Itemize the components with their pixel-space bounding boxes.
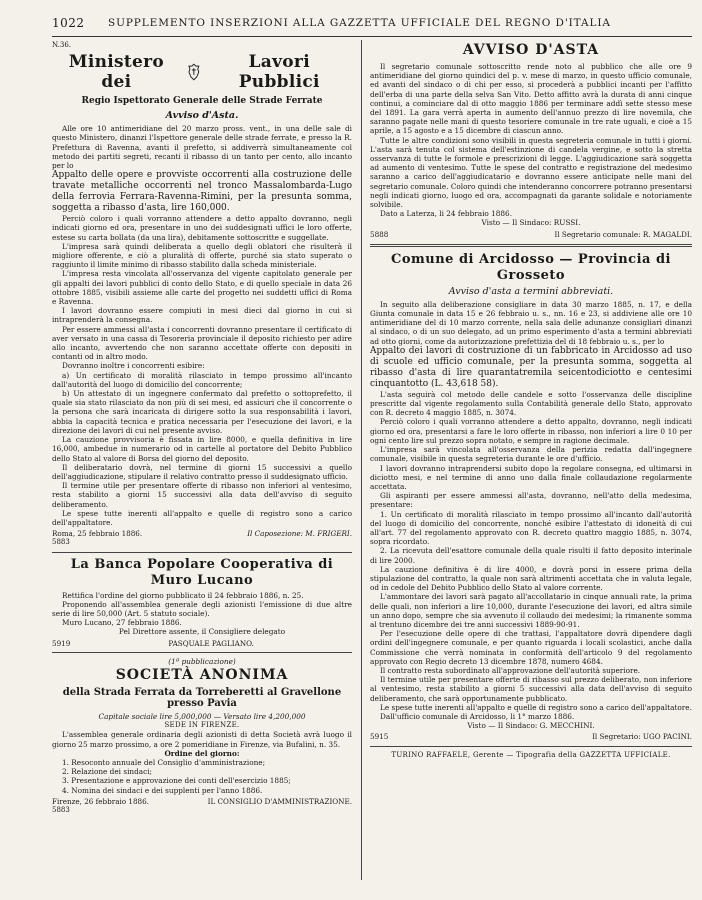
paragraph: Gli aspiranti per essere ammessi all'asta, dovranno, nell'atto della medesima, presentare: xyxy=(370,491,692,510)
newspaper-page xyxy=(52,14,692,880)
signature: Il Segretario comunale: R. MAGALDI. xyxy=(554,229,692,239)
ministry-heading-right: Lavori Pubblici xyxy=(238,52,320,93)
ministero-notice xyxy=(52,41,352,548)
arcidosso-title: Comune di Arcidosso — Provincia di Grosseto xyxy=(390,251,671,283)
paragraph: La cauzione provvisoria è fissata in lire 8000, e quella definitiva in lire 16,000, ambedue in numerario od in cartelle al portatore del Debito Pubblico dello Stato al valore di Borsa del giorno del deposito. xyxy=(52,435,352,463)
paragraph: L'impresa sarà quindi deliberata a quello degli oblatori che risulterà il migliore offerente, e ciò a pluralità di offerte, purché sia stato superato o raggiunto il limite minimo di ribasso stabilito dalla scheda ministeriale. xyxy=(52,241,352,270)
reference-number: 5915 xyxy=(370,732,389,742)
agenda-item: 2. Relazione dei sindaci; xyxy=(62,767,153,777)
arcidosso-subtitle: Avviso d'asta a termini abbreviati. xyxy=(448,285,614,297)
paragraph: Tutte le altre condizioni sono visibili in questa segreteria comunale in tutti i giorni. L'asta sarà tenuta col sistema dell'estinzione di candela vergine, e sotto la stretta osservanza di tutte le formole e prescrizioni di legge. L'aggiudicazione sarà soggetta ad aumento di ventesimo. Tutte le spese del contratto e registrazione del medesimo saranno a carico dell'aggiudicatario e dovranno essere anticipate nelle mani del segretario comunale. Coloro quindi che intenderanno concorrere potranno presentarsi negli indicati giorno, luogo ed ora, accompagnati da garante solidale e notoriamente solvibile. xyxy=(370,135,692,210)
paragraph: Le spese tutte inerenti all'appalto e quelle di registro sono a carico dell'appaltatore. xyxy=(52,508,352,527)
notice-date: Muro Lucano, 27 febbraio 1886. xyxy=(62,618,182,628)
paragraph: Il contratto resta subordinato all'approvazione dell'autorità superiore. xyxy=(380,665,641,675)
paragraph: I lavori dovranno essere compiuti in mesi dieci dal giorno in cui si intraprenderà la consegna. xyxy=(52,306,352,325)
ministry-subtitle: Regio Ispettorato Generale delle Strade Ferrate xyxy=(81,96,323,107)
paragraph: Proponendo all'assemblea generale degli azionisti l'emissione di due altre serie di lire 50,000 (Art. 5 statuto sociale). xyxy=(52,599,352,618)
signature-line xyxy=(52,639,352,648)
page-header xyxy=(52,14,692,36)
publication-label: (1ª pubblicazione) xyxy=(168,656,236,666)
visto-line: Visto — Il Sindaco: G. MECCHINI. xyxy=(467,721,595,731)
arcidosso-notice xyxy=(370,252,692,742)
reference-number: 5883 xyxy=(52,805,70,814)
signature: IL CONSIGLIO D'AMMINISTRAZIONE. xyxy=(207,796,352,806)
reference-number: 5883 xyxy=(52,538,70,547)
ministry-heading-left: Ministero dei xyxy=(68,52,165,93)
appalto-object: Appalto delle opere e provviste occorrenti alla costruzione delle travate metalliche occorrenti nel tronco Massalombarda-Lugo della ferrovia Ferrara-Ravenna-Rimini, per la presunta somma, soggetta a ribasso d'asta, lire 160,000. xyxy=(52,170,352,214)
agenda-title: Ordine del giorno: xyxy=(164,748,240,758)
notice-date: Firenze, 26 febbraio 1886. xyxy=(52,796,149,806)
signature-line xyxy=(52,529,352,538)
signature-title: Pel Direttore assente, il Consigliere delegato xyxy=(118,627,286,637)
printer-line: TURINO RAFFAELE, Gerente — Tipografia della GAZZETTA UFFICIALE. xyxy=(391,750,671,759)
signature: Il Segretario: UGO PACINI. xyxy=(592,732,692,742)
list-item: 1. Un certificato di moralità rilasciato in tempo prossimo all'incanto dall'autorità del luogo di domicilio del concorrente, nonché esibire l'attestato di idoneità di cui all'art. 77 del regolamento approvato con R. decreto quattro maggio 1885, n. 3074, sopra ricordato. xyxy=(370,509,692,547)
paragraph: In seguito alla deliberazione consigliare in data 30 marzo 1885, n. 17, e della Giunta comunale in data 15 e 26 febbraio u. s., nn. 16 e 23, si addiviene alle ore 10 antimeridiane del di 10 marzo corrente, nella sala delle adunanze consigliari dinanzi al sindaco, o di un suo delegato, ad un primo esperimento d'asta a termini abbreviati ad otto giorni, come da autorizzazione prefettizia del di 18 febbraio u. s., per lo xyxy=(370,299,692,346)
notice-title: Avviso d'Asta. xyxy=(165,110,239,122)
column-divider xyxy=(361,40,362,880)
appalto-object: Appalto dei lavori di costruzione di un fabbricato in Arcidosso ad uso di scuole ed ufficio comunale, per la presunta somma, soggetta al ribasso d'asta di lire quarantatremila seicentodiciotto e centesimi cinquantotto (L. 43,618 58). xyxy=(370,345,692,389)
paragraph: Il termine utile per presentare offerte di ribasso sul prezzo deliberato, non inferiore al ventesimo, resta stabilito a giorni 5 successivi alla data dell'avviso di seguito deliberamento, che sarà opportunamente pubblicato. xyxy=(370,675,692,703)
paragraph: Per essere ammessi all'asta i concorrenti dovranno presentare il certificato di aver versato in una cassa di Tesoreria provinciale il deposito richiesto per adire allo incanto, avvertendo che non saranno accettate offerte con depositi in contanti od in altro modo. xyxy=(52,324,352,362)
left-column xyxy=(52,41,352,815)
seat-line: SEDE IN FIRENZE. xyxy=(164,721,240,730)
notice-date: Dato a Laterza, li 24 febbraio 1886. xyxy=(380,209,513,219)
right-column xyxy=(370,41,692,760)
paragraph: Alle ore 10 antimeridiane del 20 marzo pross. vent., in una delle sale di questo Ministero, dinanzi l'Ispettore generale delle strade ferrate, e presso la R. Prefettura di Ravenna, avanti il prefetto, si addiverrà simultaneamente col metodo dei partiti segreti, recanti il ribasso di un tanto per cento, allo incanto per lo xyxy=(52,124,352,171)
section-rule xyxy=(52,552,352,553)
agenda-item: 4. Nomina dei sindaci e dei supplenti per l'anno 1886. xyxy=(62,785,263,795)
running-title: SUPPLEMENTO INSERZIONI ALLA GAZZETTA UFFICIALE DEL REGNO D'ITALIA xyxy=(108,17,611,29)
capital-line: Capitale sociale lire 5,000,000 — Versato lire 4,200,000 xyxy=(98,711,306,721)
avviso-notice xyxy=(370,42,692,239)
section-rule xyxy=(370,244,692,247)
visto-line: Visto — Il Sindaco: RUSSI. xyxy=(481,218,581,228)
societa-title: SOCIETÀ ANONIMA xyxy=(115,666,289,683)
list-item: 2. La ricevuta dell'esattore comunale della quale risulti il fatto deposito interinale di lire 2000. xyxy=(370,546,692,565)
paragraph: Il termine utile per presentare offerte di ribasso non inferiori al ventesimo, resta stabilito a giorni 15 successivi alla data dell'avviso di seguito deliberamento. xyxy=(52,481,352,509)
banca-title: La Banca Popolare Cooperativa di Muro Lucano xyxy=(70,556,334,588)
paragraph: Perciò coloro i quali vorranno attendere a detto appalto dovranno, negli indicati giorno ed ora, presentare in uno dei suddesignati uffici le loro offerte, estese su carta bollata (da una lira), debitamente sottoscritte e suggellate. xyxy=(52,214,352,242)
paragraph: Rettifica l'ordine del giorno pubblicato il 24 febbraio 1886, n. 25. xyxy=(62,590,304,600)
signature-line xyxy=(370,230,692,239)
paragraph: Perciò coloro i quali vorranno attendere a detto appalto, dovranno, negli indicati giorno ed ora, presentarsi a fare le loro offerte in ribasso, non inferiori a lire 0 10 per ogni cento lire sul prezzo sopra notato, e sempre in ragione decimale. xyxy=(370,417,692,445)
paragraph: Per l'esecuzione delle opere di che trattasi, l'appaltatore dovrà dipendere dagli ordini dell'ingegnere comunale, e per quanto riguarda i locali scolastici, anche dalla Commissione che verrà nominata in conformità dell'articolo 9 del regolamento approvato con Regio decreto 13 dicembre 1878, numero 4684. xyxy=(370,629,692,666)
paragraph: L'impresa sarà vincolata all'osservanza della perizia redatta dall'ingegnere comunale, visibile in questa segreteria durante le ore d'ufficio. xyxy=(370,445,692,464)
paragraph: I lavori dovranno intraprendersi subito dopo la regolare consegna, ed ultimarsi in diciotto mesi, e nel termine di anno uno dalla finale collaudazione regolarmente accettata. xyxy=(370,463,692,491)
signature-line xyxy=(52,797,352,806)
agenda-item: 3. Presentazione e approvazione dei conti dell'esercizio 1885; xyxy=(62,776,291,786)
ministry-heading xyxy=(52,52,352,92)
paragraph: L'asta seguirà col metodo delle candele e sotto l'osservanza delle discipline prescritte dal vigente regolamento sulla Contabilità generale dello Stato, approvato con R. decreto 4 maggio 1885, n. 3074. xyxy=(370,389,692,418)
royal-crest-icon xyxy=(187,63,201,81)
societa-notice xyxy=(52,657,352,815)
list-item: a) Un certificato di moralità rilasciato in tempo prossimo all'incanto dall'autorità del luogo di domicilio del concorrente; xyxy=(52,370,352,389)
paragraph: Le spese tutte inerenti all'appalto e quelle di registro sono a carico dell'appaltatore. xyxy=(380,702,692,712)
section-rule xyxy=(370,746,692,747)
list-item: b) Un attestato di un ingegnere confermato dal prefetto o sottoprefetto, il quale sia stato rilasciato da non più di sei mesi, ed assicuri che il concorrente o la persona che sarà incaricata di dirigere sotto la sua responsabilità i lavori, abbia la capacità tecnica e pratica necessaria per l'esecuzione dei lavori, e la direzione dei lavori di cui nel presente avviso. xyxy=(52,389,352,435)
reference-number: 5919 xyxy=(52,638,71,648)
section-rule xyxy=(52,652,352,653)
paragraph: Il segretario comunale sottoscritto rende noto al pubblico che alle ore 9 antimeridiane del giorno quindici del p. v. mese di marzo, in questo ufficio comunale, ed avanti del sindaco o di chi per esso, si procederà a pubblici incanti per l'affitto dell'erba di una parte della selva San Vito. Detto affitto avrà la durata di anni cinque continui, a cominciare dal di otto maggio 1886 per terminare addì sette stesso mese del 1891. La gara verrà aperta in aumento dell'annuo prezzo di lire novemila, che saranno pagate nelle mani di questo tesoriere comunale in tre rate uguali, e cioè a 15 aprile, a 15 agosto e a 15 dicembre di ciascun anno. xyxy=(370,62,692,136)
paragraph: Il deliberatario dovrà, nel termine di giorni 15 successivi a quello dell'aggiudicazione, stipulare il relativo contratto presso il suddesignato ufficio. xyxy=(52,462,352,481)
banca-notice xyxy=(52,557,352,648)
notice-date: Dall'ufficio comunale di Arcidosso, li 1° marzo 1886. xyxy=(380,711,575,721)
paragraph: La cauzione definitiva è di lire 4000, e dovrà porsi in essere prima della stipulazione del contratto, la quale non sarà altrimenti accettata che in valuta legale, od in cedole del Debito Pubblico dello Stato al valore corrente. xyxy=(370,564,692,593)
header-rule xyxy=(52,36,692,37)
societa-subtitle: della Strada Ferrata da Torreberetti al Gravellone presso Pavia xyxy=(62,686,342,709)
avviso-title: AVVISO D'ASTA xyxy=(462,42,600,58)
paragraph: L'assemblea generale ordinaria degli azionisti di detta Società avrà luogo il giorno 25 marzo prossimo, a ore 2 pomeridiane in Firenze, via Bufalini, n. 35. xyxy=(52,730,352,749)
page-number: 1022 xyxy=(52,16,85,30)
signature: Il Caposezione: M. FRIGERI. xyxy=(247,529,352,539)
signature-line xyxy=(370,732,692,741)
agenda-item: 1. Resoconto annuale del Consiglio d'amministrazione; xyxy=(62,757,266,767)
notice-number: N.36. xyxy=(52,41,72,49)
notice-date: Roma, 25 febbraio 1886. xyxy=(52,529,143,539)
paragraph: L'ammontare dei lavori sarà pagato all'accollatario in cinque annuali rate, la prima delle quali, non inferiori a lire 10,000, durante l'esecuzione dei lavori, ed altra simile un anno dopo, sempre che sia avvenuto il collaudo dei medesimi; la rimanente somma al trentuno dicembre dei tre anni successivi 1889-90-91. xyxy=(370,592,692,629)
signature: PASQUALE PAGLIANO. xyxy=(168,638,254,648)
paragraph: Dovranno inoltre i concorrenti esibire: xyxy=(62,361,205,371)
paragraph: L'impresa resta vincolata all'osservanza del vigente capitolato generale per gli appalti dei lavori pubblici di conto dello Stato, e di quello speciale in data 26 ottobre 1885, visibili assieme alle carte del progetto nei suddetti uffici di Roma e Ravenna. xyxy=(52,269,352,307)
reference-number: 5888 xyxy=(370,229,389,239)
